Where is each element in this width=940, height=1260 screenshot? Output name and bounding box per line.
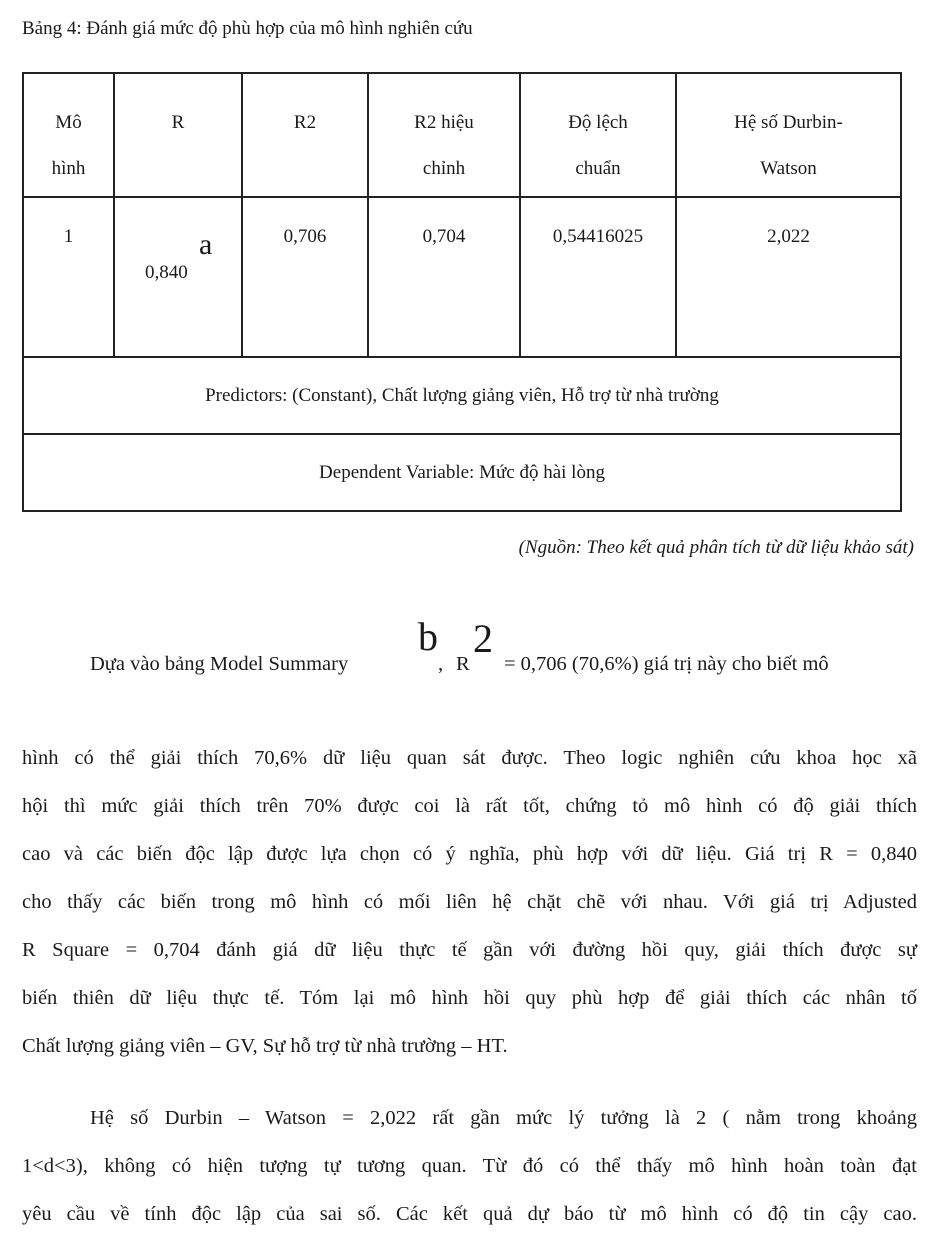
header-r2-adjusted: R2 hiệu chỉnh xyxy=(368,73,520,197)
header-model: Mô hình xyxy=(23,73,114,197)
p1-line: hình có thể giải thích 70,6% dữ liệu quan sát được. Theo logic nghiên cứu khoa học xã xyxy=(22,747,917,769)
p2-line: yêu cầu về tính độc lập của sai số. Các kết quả dự báo từ mô hình có độ tin cậy cao. xyxy=(22,1203,917,1225)
predictors-note: Predictors: (Constant), Chất lượng giảng viên, Hỗ trợ từ nhà trường xyxy=(23,357,901,434)
cell-r xyxy=(114,197,242,357)
header-durbin-watson: Hệ số Durbin- Watson xyxy=(676,73,901,197)
cell-model: 1 xyxy=(23,197,114,357)
p2-line: 1<d<3), không có hiện tượng tự tương quan. Từ đó có thể thấy mô hình hoàn toàn đạt xyxy=(22,1155,917,1177)
p1-line: biến thiên dữ liệu thực tế. Tóm lại mô hình hồi quy phù hợp để giải thích các nhân tố xyxy=(22,987,917,1009)
p1-tail: = 0,706 (70,6%) giá trị này cho biết mô xyxy=(504,653,829,675)
dependent-row xyxy=(23,434,901,511)
header-r: R xyxy=(114,73,242,197)
cell-r2: 0,706 xyxy=(242,197,368,357)
cell-durbin-watson: 2,022 xyxy=(676,197,901,357)
dependent-note: Dependent Variable: Mức độ hài lòng xyxy=(23,434,901,511)
p1-r-letter: R xyxy=(456,653,470,675)
header-r2: R2 xyxy=(242,73,368,197)
table-caption: Bảng 4: Đánh giá mức độ phù hợp của mô hình nghiên cứu xyxy=(22,18,473,39)
cell-r2-adjusted: 0,704 xyxy=(368,197,520,357)
paragraph1-first-line xyxy=(90,613,917,683)
p1-lead: Dựa vào bảng Model Summary xyxy=(90,653,349,675)
table-row xyxy=(23,197,901,357)
p1-line: Chất lượng giảng viên – GV, Sự hỗ trợ từ nhà trường – HT. xyxy=(22,1035,508,1057)
table-header-row xyxy=(23,73,901,197)
p1-superscript-b: b xyxy=(418,614,438,659)
p1-superscript-2: 2 xyxy=(473,616,493,661)
r-value: 0,840 xyxy=(145,262,188,283)
r-footnote-mark: a xyxy=(199,228,213,261)
predictors-row xyxy=(23,357,901,434)
cell-std-error: 0,54416025 xyxy=(520,197,676,357)
p1-line: R Square = 0,704 đánh giá dữ liệu thực tế gần với đường hồi quy, giải thích được sự xyxy=(22,939,917,961)
source-note: (Nguồn: Theo kết quả phân tích từ dữ liệu khảo sát) xyxy=(518,537,914,558)
header-std-error: Độ lệch chuẩn xyxy=(520,73,676,197)
p1-line: hội thì mức giải thích trên 70% được coi là rất tốt, chứng tỏ mô hình có độ giải thích xyxy=(22,795,917,817)
p2-line: Hệ số Durbin – Watson = 2,022 rất gần mức lý tưởng là 2 ( nằm trong khoảng xyxy=(90,1107,917,1129)
model-summary-table xyxy=(22,72,902,512)
p1-comma: , xyxy=(438,653,444,675)
p1-line: cao và các biến độc lập được lựa chọn có ý nghĩa, phù hợp với dữ liệu. Giá trị R = 0,840 xyxy=(22,843,917,865)
p1-line: cho thấy các biến trong mô hình có mối liên hệ chặt chẽ với nhau. Với giá trị Adjusted xyxy=(22,891,917,913)
